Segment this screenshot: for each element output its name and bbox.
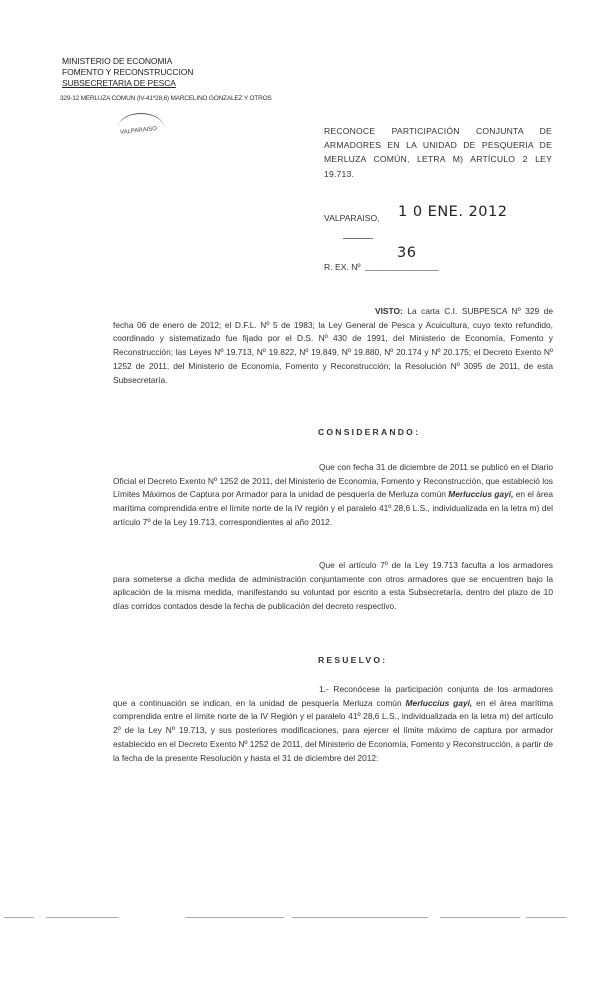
scan-line (4, 917, 34, 918)
visto-paragraph (113, 305, 553, 387)
visto-text: La carta C.I. SUBPESCA Nº 329 de fecha 06 de enero de 2012; el D.F.L. Nº 5 de 1983; la Ley General de Pesca y Acuicultura, cuyo texto refundido, coordinado y sistematizado fue fijado por el D.S. Nº 430 de 1991, del Ministerio de Economía, Fomento y Reconstrucción; las Leyes Nº 19.713, Nº 19.822, Nº 19.849, Nº 19.880, Nº 20.174 y Nº 20.175; el Decreto Exento Nº 1252 de 2011, del Ministerio de Economía, Fomento y Reconstrucción; la Resolución Nº 3095 de 2011, de esta Subsecretaría. (113, 306, 553, 385)
divider (343, 238, 373, 239)
visto-label: VISTO: (375, 306, 403, 316)
scan-line (292, 917, 428, 918)
date-stamp: 1 0 ENE. 2012 (398, 204, 508, 220)
considerando-paragraph-1 (113, 461, 553, 530)
file-reference: 329-12 MERLUZA COMUN (IV-41º28,6) MARCELINO GONZALEZ Y OTROS (60, 95, 272, 102)
scan-line (440, 917, 520, 918)
species-name: Merluccius gayi, (405, 697, 473, 708)
resolution-number: 36 (397, 245, 417, 261)
scan-line (46, 917, 118, 918)
scan-line (526, 917, 566, 918)
place-label: VALPARAISO, (324, 213, 380, 223)
considerando-p1-text-a: Que con fecha 31 de diciembre de 2011 se publicó en el Diario Oficial el Decreto Exento Nº 1252 de 2011, del Ministerio de Economía, Fomento y Reconstrucción, que estableció los Límites Máximos de Captura por Armador para la unidad de pesquería de Merluza común (113, 462, 553, 500)
scan-line (186, 917, 284, 918)
resuelvo-heading: RESUELVO: (318, 655, 388, 665)
resolution-number-blank: ______________ (365, 261, 439, 271)
ministry-name-line1: MINISTERIO DE ECONOMIA (62, 56, 173, 66)
seal-text: VALPARAISO (119, 126, 158, 136)
ministry-header (62, 56, 193, 89)
considerando-paragraph-2: Que el artículo 7º de la Ley 19.713 faculta a los armadores para someterse a dicha medida de administración conjuntamente con otros armadores que se encuentren bajo la aplicación de la misma medida, manifestando su voluntad por escrito a esta Subsecretaría, dentro del plazo de 10 días corridos contados desde la fecha de publicación del decreto respectivo. (113, 560, 553, 612)
ministry-name-line2: FOMENTO Y RECONSTRUCCION (62, 67, 194, 77)
resuelvo-paragraph-1 (113, 683, 553, 765)
considerando-heading: CONSIDERANDO: (318, 427, 421, 437)
species-name: Merluccius gayi, (448, 489, 514, 500)
resolution-number-label: R. EX. Nº (324, 262, 361, 272)
resolution-subject: RECONOCE PARTICIPACIÓN CONJUNTA DE ARMADORES EN LA UNIDAD DE PESQUERIA DE MERLUZA COMÚN, LETRA M) ARTÍCULO 2 LEY 19.713. (324, 126, 552, 179)
resuelvo-p1-text-a: 1.- Reconócese la participación conjunta de los armadores que a continuación se indican, en la unidad de pesquería Merluza común (113, 684, 553, 708)
subsecretaria-name: SUBSECRETARIA DE PESCA (62, 78, 176, 88)
considerando-p1-text-b: en el área marítima comprendida entre el límite norte de la IV región y el paralelo 41º 28,6 L.S., individualizada en la letra m) del artículo 7º de la Ley 19.713, correspondientes al año 2012. (113, 489, 553, 527)
resuelvo-p1-text-b: en el área marítima comprendida entre el límite norte de la IV Región y el paralelo 41º 28,6 L.S., individualizada en la letra m) del artículo 2º de la Ley Nº 19.713, y sus posteriores modificaciones, para ejercer el límite máximo de captura por armador establecido en el Decreto Exento Nº 1252 de 2011, del Ministerio de Economía, Fomento y Reconstrucción, a partir de la fecha de la presente Resolución y hasta el 31 de diciembre del 2012: (113, 697, 553, 763)
